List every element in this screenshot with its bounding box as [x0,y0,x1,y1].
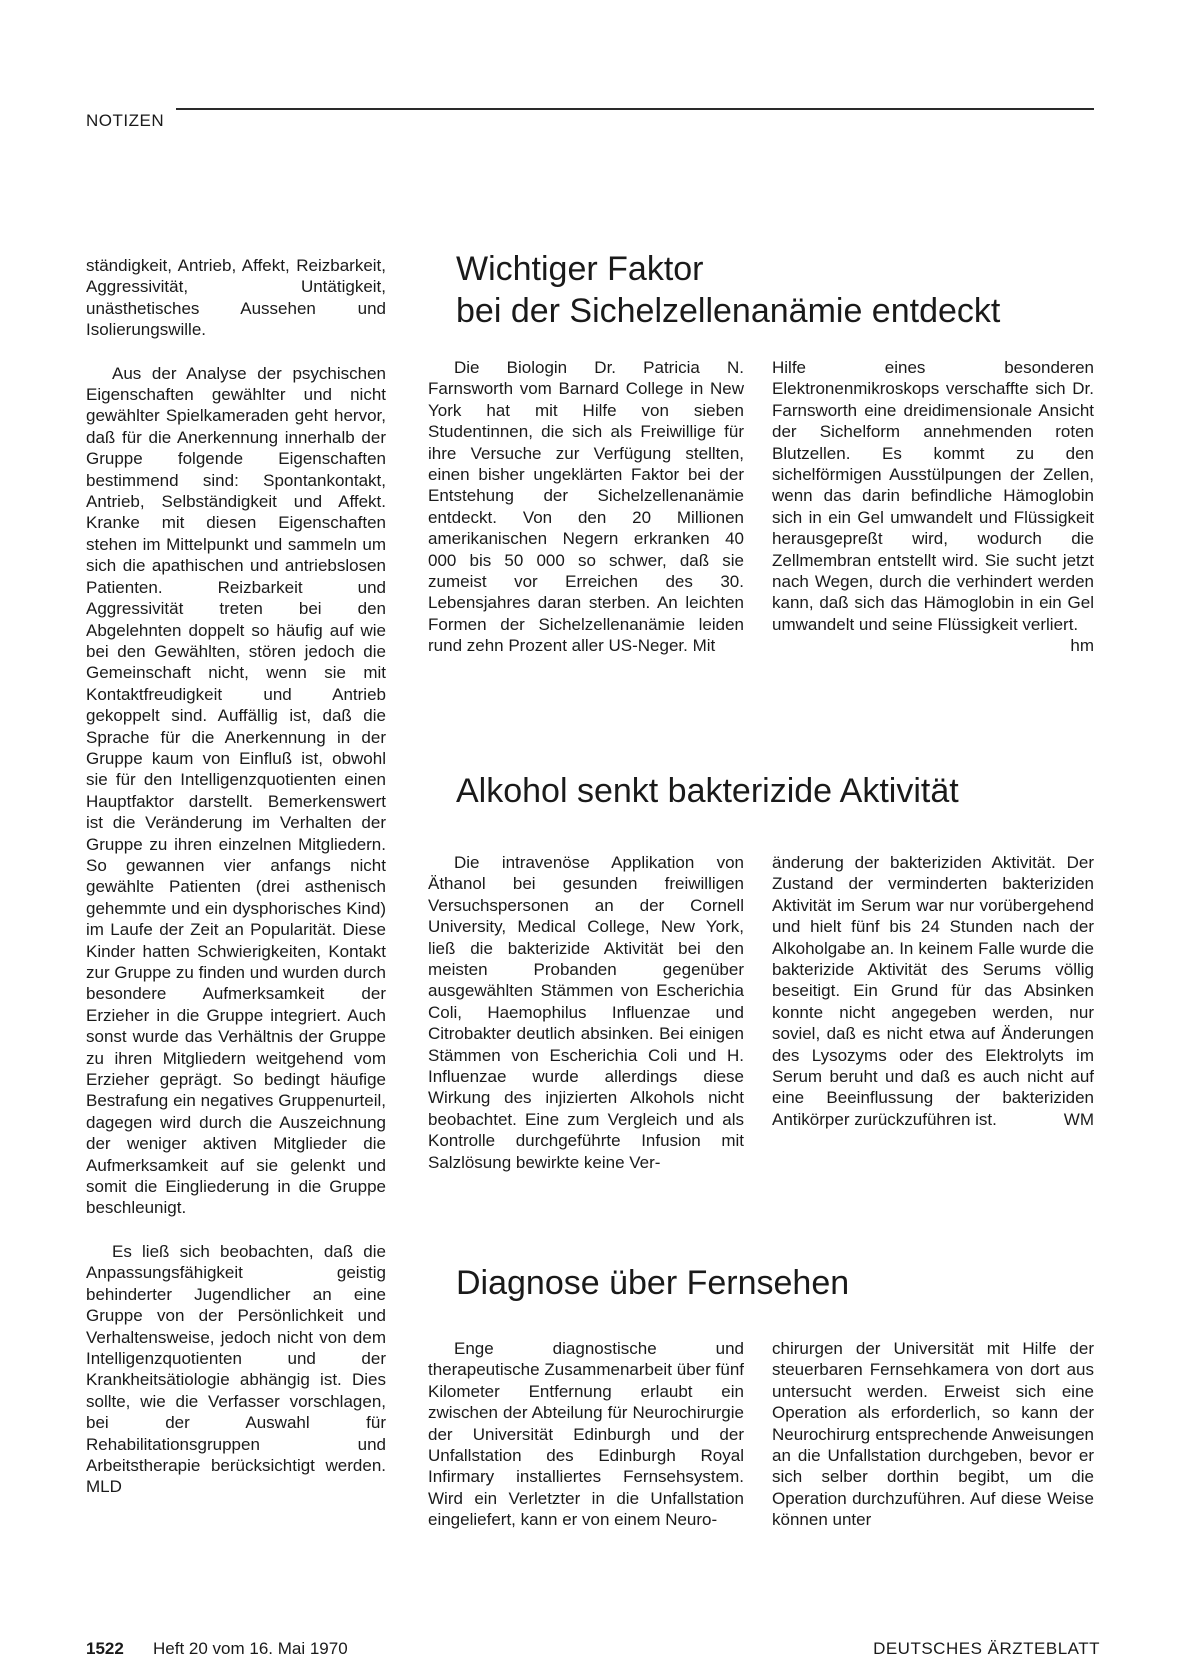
issue-info: Heft 20 vom 16. Mai 1970 [153,1639,348,1658]
header-rule [176,108,1094,110]
paragraph [772,852,1094,1130]
journal-name: DEUTSCHES ÄRZTEBLATT [873,1639,1100,1658]
paragraph-text: änderung der bakteriziden Aktivität. Der Zustand der verminderten bakteriziden Aktivität im Serum war nur vorübergehend und hielt fünf bis 24 Stunden nach der Alkoholgabe an. In keinem Falle wurde die bakterizide Aktivität des Serums völlig beseitigt. Ein Grund für das Absinken konnte nicht angegeben werden, nur soviel, daß es nicht etwa auf Änderungen des Lysozyms oder des Elektrolyts im Serum beruht und daß es auch nicht auf eine Beeinflussung der bakteriziden Antikörper zurückzuführen ist. [772,853,1094,1129]
article-column [772,357,1094,657]
paragraph: chirurgen der Universität mit Hilfe der steuerbaren Fernsehkamera von dort aus untersucht werden. Erweist sich eine Operation als erforderlich, so kann der Neurochirurg entsprechende Anweisungen an die Unfallstation durchgeben, bevor er sich selber dorthin begibt, um die Operation durchzuführen. Auf diese Weise können unter [772,1339,1094,1530]
article-column [428,357,744,657]
article-headline [456,1262,849,1304]
article-column [428,852,744,1173]
article-column [428,1338,744,1531]
left-column [86,255,386,1498]
paragraph: ständigkeit, Antrieb, Affekt, Reizbarkeit, Aggressivität, Untätigkeit, unästhetisches Aussehen und Isolierungswille. [86,256,386,340]
page-number: 1522 [86,1639,124,1658]
paragraph: Die intravenöse Applikation von Äthanol bei gesunden freiwilligen Versuchspersonen an der Cornell University, Medical College, New York, ließ die bakterizide Aktivität bei den meisten Probanden gegenüber ausgewählten Stämmen von Escherichia Coli, Haemophilus Influenzae und Citrobakter deutlich absinken. Bei einigen Stämmen von Escherichia Coli und H. Influenzae wurde allerdings diese Wirkung des injizierten Alkohols nicht beobachtet. Eine zum Vergleich und als Kontrolle durchgeführte Infusion mit Salzlösung bewirkte keine Ver- [428,853,744,1172]
headline-line: Alkohol senkt bakterizide Aktivität [456,772,959,810]
author-signature: hm [1070,636,1094,656]
article-column [772,852,1094,1130]
headline-line: Wichtiger Faktor [456,250,704,288]
paragraph [772,357,1094,656]
article-headline [456,770,959,812]
paragraph-text: Es ließ sich beobachten, daß die Anpassungsfähigkeit geistig behinderter Jugendlicher an eine Gruppe von der Persönlichkeit und Verhaltensweise, jedoch nicht von dem Intelligenzquotienten und der Krankheitsätiologie abhängig ist. Dies sollte, wie die Verfasser vorschlagen, bei der Auswahl für Rehabilitationsgruppen und Arbeitstherapie berücksichtigt werden. [86,1241,386,1475]
author-signature: MLD [86,1477,122,1497]
paragraph [86,1241,386,1498]
paragraph: Die Biologin Dr. Patricia N. Farnsworth vom Barnard College in New York hat mit Hilfe von sieben Studentinnen, die sich als Freiwillige für ihre Versuche zur Verfügung stellten, einen bisher ungeklärten Faktor bei der Entstehung der Sichelzellenanämie entdeckt. Von den 20 Millionen amerikanischen Negern erkranken 40 000 bis 50 000 so schwer, daß sie zumeist vor Erreichen des 30. Lebensjahres daran sterben. An leichten Formen der Sichelzellenanämie leiden rund zehn Prozent aller US-Neger. Mit [428,358,744,656]
paragraph-text: Hilfe eines besonderen Elektronenmikroskops verschaffte sich Dr. Farnsworth eine dreidimensionale Ansicht der Sichelform annehmenden roten Blutzellen. Es kommt zu den sichelförmigen Ausstülpungen der Zellen, wenn das darin befindliche Hämoglobin sich in ein Gel umwandelt und Flüssigkeit herausgepreßt wird, wodurch die Zellmembran entstellt wird. Sie sucht jetzt nach Wegen, durch die verhindert werden kann, daß sich das Hämoglobin in ein Gel umwandelt und seine Flüssigkeit verliert. [772,358,1094,634]
paragraph: Enge diagnostische und therapeutische Zusammenarbeit über fünf Kilometer Entfernung erlaubt ein zwischen der Abteilung für Neurochirurgie der Universität Edinburgh und der Unfallstation des Edinburgh Royal Infirmary installiertes Fernsehsystem. Wird ein Verletzter in die Unfallstation eingeliefert, kann er von einem Neuro- [428,1339,744,1530]
section-label: NOTIZEN [86,111,165,130]
headline-line: bei der Sichelzellenanämie entdeckt [456,292,1001,330]
paragraph: Aus der Analyse der psychischen Eigenschaften gewählter und nicht gewählter Spielkameraden geht hervor, daß für die Anerkennung innerhalb der Gruppe folgende Eigenschaften bestimmend sind: Spontankontakt, Antrieb, Selbständigkeit und Affekt. Kranke mit diesen Eigenschaften stehen im Mittelpunkt und sammeln um sich die apathischen und antriebslosen Patienten. Reizbarkeit und Aggressivität treten bei den Abgelehnten doppelt so häufig auf wie bei den Gewählten, stören jedoch die Gemeinschaft nicht, wenn sie mit Kontaktfreudigkeit und Antrieb gekoppelt sind. Auffällig ist, daß die Sprache für die Anerkennung in der Gruppe kaum von Einfluß ist, obwohl sie für den Intelligenzquotienten einen Hauptfaktor darstellt. Bemerkenswert ist die Veränderung im Verhalten der Gruppe zu ihren einzelnen Mitgliedern. So gewannen vier anfangs nicht gewählte Patienten (drei asthenisch gehemmte und ein dysphorisches Kind) im Laufe der Zeit an Popularität. Diese Kinder hatten Schwierigkeiten, Kontakt zur Gruppe zu finden und wurden durch besondere Aufmerksamkeit der Erzieher in die Gruppe integriert. Auch sonst wurde das Verhältnis der Gruppe zu ihren Mitgliedern weitgehend vom Erzieher geprägt. So bedingt häufige Bestrafung ein negatives Gruppenurteil, dagegen wird durch die Auszeichnung der weniger aktiven Mitglieder die Aufmerksamkeit auf sie gelenkt und somit die Eingliederung in die Gruppe beschleunigt. [86,363,386,1218]
article-column [772,1338,1094,1531]
headline-line: Diagnose über Fernsehen [456,1264,850,1302]
article-headline [456,248,1000,332]
author-signature: WM [1063,1109,1094,1129]
